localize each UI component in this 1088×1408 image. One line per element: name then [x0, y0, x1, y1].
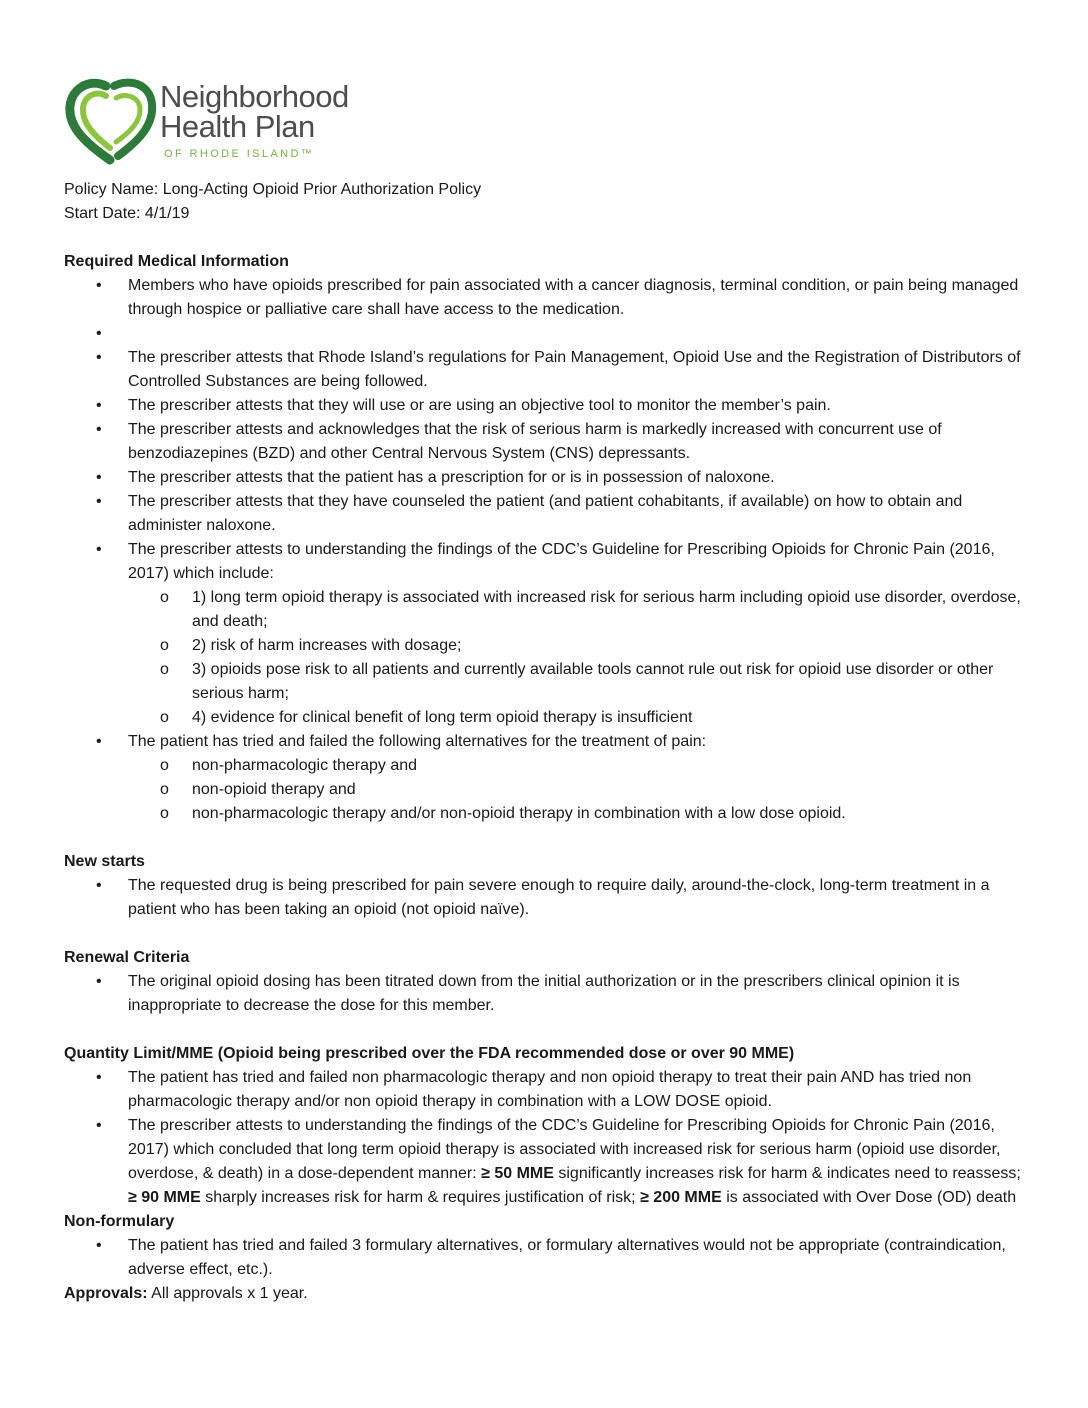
approvals-text: All approvals x 1 year.	[147, 1285, 308, 1302]
list-item: • The requested drug is being prescribed for pain severe enough to require daily, around-the-clock, long-term treatment in a patient who has been taking an opioid (not opioid naïve).	[64, 874, 1028, 922]
list-item: • The prescriber attests that they will use or are using an objective tool to monitor the member’s pain.	[64, 394, 1028, 418]
policy-body	[64, 178, 1028, 1306]
sub-list-item: o non-pharmacologic therapy and/or non-opioid therapy in combination with a low dose opioid.	[128, 802, 1028, 826]
logo-line-2: Health Plan	[160, 109, 315, 144]
approvals-label: Approvals:	[64, 1285, 148, 1302]
alternatives-sublist	[128, 754, 1028, 826]
quantity-limit-list	[64, 1066, 1028, 1210]
non-formulary-heading: Non-formulary	[64, 1213, 175, 1230]
sub-list-item: o non-opioid therapy and	[128, 778, 1028, 802]
new-starts-list	[64, 874, 1028, 922]
list-item: • The patient has tried and failed non pharmacologic therapy and non opioid therapy to treat their pain AND has tried non pharmacologic therapy and/or non opioid therapy in combination with a LOW DOSE opioid.	[64, 1066, 1028, 1114]
list-item-text: The prescriber attests to understanding the findings of the CDC’s Guideline for Prescribing Opioids for Chronic Pain (2016, 2017) which include:	[128, 541, 995, 582]
new-starts-heading: New starts	[64, 853, 145, 870]
quantity-limit-heading: Quantity Limit/MME (Opioid being prescribed over the FDA recommended dose or over 90 MME)	[64, 1045, 795, 1062]
policy-name: Policy Name: Long-Acting Opioid Prior Authorization Policy	[64, 181, 482, 198]
sub-list-item: o 1) long term opioid therapy is associated with increased risk for serious harm including opioid use disorder, overdose, and death;	[128, 586, 1028, 634]
sub-list-item: o 4) evidence for clinical benefit of long term opioid therapy is insufficient	[128, 706, 1028, 730]
mme-threshold-200: ≥ 200 MME	[640, 1189, 722, 1206]
list-item: • The prescriber attests that the patient has a prescription for or is in possession of naloxone.	[64, 466, 1028, 490]
list-item: • The prescriber attests that they have counseled the patient (and patient cohabitants, if available) on how to obtain and administer naloxone.	[64, 490, 1028, 538]
list-item: • The prescriber attests that Rhode Island’s regulations for Pain Management, Opioid Use and the Registration of Distributors of Controlled Substances are being followed.	[64, 346, 1028, 394]
mme-threshold-90: ≥ 90 MME	[128, 1189, 201, 1206]
mme-text-1: The prescriber attests to understanding the findings of the CDC’s Guideline for Prescribing Opioids for Chronic Pain (2016, 2017) which concluded that long term opioid therapy is associated with increased risk for serious harm (opioid use disorder, overdose, & death) in a dose-dependent manner:	[128, 1117, 1001, 1182]
logo-line-3: OF RHODE ISLAND™	[164, 148, 315, 160]
list-item: • The patient has tried and failed 3 formulary alternatives, or formulary alternatives would not be appropriate (contraindication, adverse effect, etc.).	[64, 1234, 1028, 1282]
required-info-list	[64, 274, 1028, 826]
logo-text	[160, 79, 349, 160]
approvals-line	[64, 1282, 1028, 1306]
mme-text-4: is associated with Over Dose (OD) death	[721, 1189, 1017, 1206]
mme-text-3: sharply increases risk for harm & requires justification of risk;	[200, 1189, 641, 1206]
mme-text-2: significantly increases risk for harm & indicates need to reassess;	[553, 1165, 1021, 1182]
list-item: • The original opioid dosing has been titrated down from the initial authorization or in the prescribers clinical opinion it is inappropriate to decrease the dose for this member.	[64, 970, 1028, 1018]
sub-list-item: o non-pharmacologic therapy and	[128, 754, 1028, 778]
heart-logo-icon	[64, 76, 160, 166]
start-date: Start Date: 4/1/19	[64, 205, 190, 222]
renewal-heading: Renewal Criteria	[64, 949, 190, 966]
renewal-list	[64, 970, 1028, 1018]
list-item: • Members who have opioids prescribed for pain associated with a cancer diagnosis, terminal condition, or pain being managed through hospice or palliative care shall have access to the medication.	[64, 274, 1028, 322]
sub-list-item: o 2) risk of harm increases with dosage;	[128, 634, 1028, 658]
sub-list-item: o 3) opioids pose risk to all patients and currently available tools cannot rule out risk for opioid use disorder or other serious harm;	[128, 658, 1028, 706]
list-spacer	[64, 322, 1028, 346]
list-item	[64, 538, 1028, 730]
logo-line-1: Neighborhood	[160, 79, 349, 114]
list-item: • The prescriber attests and acknowledges that the risk of serious harm is markedly increased with concurrent use of benzodiazepines (BZD) and other Central Nervous System (CNS) depressants.	[64, 418, 1028, 466]
list-item-text: The patient has tried and failed the following alternatives for the treatment of pain:	[128, 733, 707, 750]
cdc-findings-sublist	[128, 586, 1028, 730]
list-item	[64, 730, 1028, 826]
non-formulary-list	[64, 1234, 1028, 1282]
required-info-heading: Required Medical Information	[64, 253, 289, 270]
neighborhood-health-plan-logo	[64, 76, 374, 166]
list-item	[64, 1114, 1028, 1210]
mme-threshold-50: ≥ 50 MME	[481, 1165, 554, 1182]
